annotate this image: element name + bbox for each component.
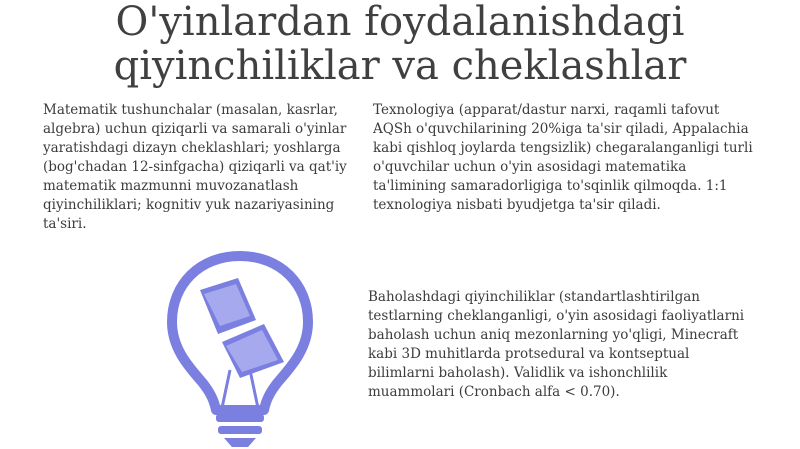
lightbulb-book-icon [160,250,320,449]
title-line-1: O'yinlardan foydalanishdagi [115,0,685,45]
title-line-2: qiyinchiliklar va cheklashlar [113,43,687,89]
technology-limits-text: Texnologiya (apparat/dastur narxi, raqamli tafovut AQSh o'quvchilarining 20%iga ta'sir qiladi, Appalachia kabi qishloq joylarda tengsizlik) chegaralanganligi turli o'quvchilar uchun o'yin asosidagi matematika ta'limining samaradorligiga to'sqinlik qilmoqda. 1:1 texnologiya nisbati byudjetga ta'sir qiladi. [373,102,753,213]
page-title [0,0,800,88]
assessment-challenges-text: Baholashdagi qiyinchiliklar (standartlashtirilgan testlarning cheklanganligi, o'yin asosidagi faoliyatlarni baholash uchun aniq mezonlarning yo'qligi, Minecraft kabi 3D muhitlarda protsedural va kontseptual bilimlarni baholash). Validlik va ishonchlilik muammolari (Cronbach alfa < 0.70). [368,289,745,400]
design-challenges-text: Matematik tushunchalar (masalan, kasrlar, algebra) uchun qiziqarli va samarali o'yinlar yaratishdagi dizayn cheklashlari; yoshlarga (bog'chadan 12-sinfgacha) qiziqarli va qat'iy matematik mazmunni muvozanatlash qiyinchiliklari; kognitiv yuk nazariyasining ta'siri. [43,102,347,232]
